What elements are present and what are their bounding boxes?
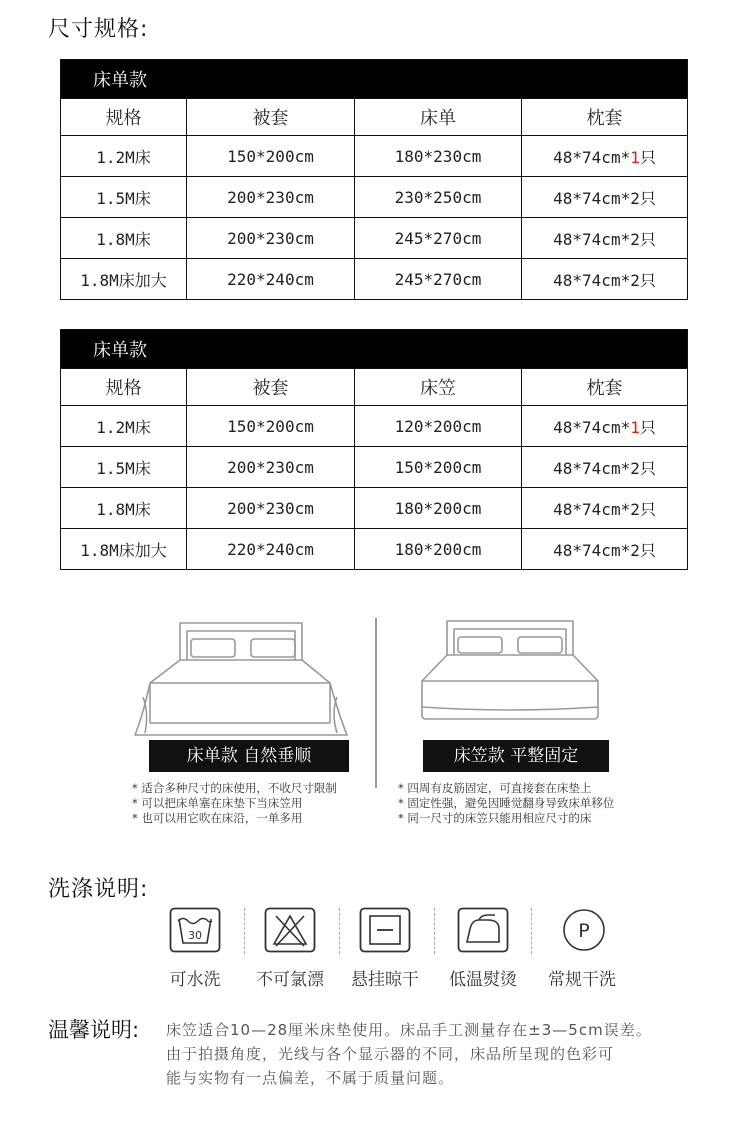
header-sheet: 床单	[355, 99, 522, 136]
pillow-count: 2	[630, 270, 640, 290]
cell-sheet: 245*270cm	[355, 259, 522, 300]
cell-size: 1.2M床	[61, 136, 187, 177]
table-row	[61, 529, 688, 570]
table-row	[61, 218, 688, 259]
tips-title: 温馨说明:	[48, 1018, 140, 1042]
cell-duvet: 150*200cm	[187, 406, 355, 447]
table-row	[61, 406, 688, 447]
cell-size: 1.8M床	[61, 488, 187, 529]
note-line: * 适合多种尺寸的床使用，不收尺寸限制	[132, 781, 337, 795]
note-line: * 也可以用它吹在床沿，一单多用	[132, 811, 303, 825]
note-line: * 四周有皮筋固定，可直接套在床垫上	[398, 781, 592, 795]
fitted-sheet-notes	[398, 781, 614, 826]
cell-sheet: 180*200cm	[355, 488, 522, 529]
flat-sheet-notes	[132, 781, 337, 826]
dry-clean-icon	[552, 903, 616, 957]
low-iron-icon	[451, 903, 515, 957]
table-row	[61, 447, 688, 488]
cell-size: 1.8M床加大	[61, 259, 187, 300]
table-caption: 床单款	[61, 60, 688, 99]
tips-line: 床笠适合10—28厘米床垫使用。床品手工测量存在±3—5cm误差。	[166, 1021, 652, 1039]
cell-size: 1.8M床加大	[61, 529, 187, 570]
pillow-count: 2	[630, 540, 640, 560]
pillow-count: 1	[630, 147, 640, 167]
note-line: * 可以把床单塞在床垫下当床笠用	[132, 796, 303, 810]
spec-title: 尺寸规格:	[48, 17, 149, 42]
cell-sheet: 245*270cm	[355, 218, 522, 259]
header-pillow: 枕套	[522, 99, 688, 136]
pillow-count: 2	[630, 229, 640, 249]
spec-table-1	[60, 59, 688, 300]
dry-clean-letter: P	[578, 920, 590, 942]
cell-duvet: 200*230cm	[187, 447, 355, 488]
flat-sheet-bed-illustration	[125, 615, 365, 745]
wash-label: 可水洗	[169, 970, 221, 990]
cell-pillow: 48*74cm*2只	[522, 447, 688, 488]
cell-size: 1.5M床	[61, 177, 187, 218]
dry-clean-label: 常规干洗	[548, 970, 616, 990]
no-bleach-icon	[258, 903, 322, 957]
cell-sheet: 230*250cm	[355, 177, 522, 218]
cell-sheet: 180*200cm	[355, 529, 522, 570]
icon-separator	[244, 908, 245, 954]
header-duvet: 被套	[187, 369, 355, 406]
cell-duvet: 200*230cm	[187, 218, 355, 259]
table-row	[61, 136, 688, 177]
cell-pillow: 48*74cm*2只	[522, 177, 688, 218]
cell-sheet: 180*230cm	[355, 136, 522, 177]
header-fitted-sheet: 床笠	[355, 369, 522, 406]
table-row	[61, 488, 688, 529]
header-pillow: 枕套	[522, 369, 688, 406]
cell-duvet: 220*240cm	[187, 529, 355, 570]
low-iron-label: 低温熨烫	[449, 970, 517, 990]
wash-title: 洗涤说明:	[48, 877, 149, 902]
note-line: * 固定性强，避免因睡觉翻身导致床单移位	[398, 796, 615, 810]
table-row	[61, 177, 688, 218]
fitted-sheet-bed-illustration	[410, 615, 610, 725]
spec-table-2	[60, 329, 688, 570]
hang-dry-label: 悬挂晾干	[351, 970, 419, 990]
tips-body	[166, 1018, 726, 1090]
wash-30-icon	[163, 903, 227, 957]
cell-size: 1.5M床	[61, 447, 187, 488]
no-bleach-label: 不可氯漂	[256, 970, 324, 990]
pillow-count: 2	[630, 188, 640, 208]
cell-pillow: 48*74cm*1只	[522, 136, 688, 177]
fitted-sheet-tag: 床笠款 平整固定	[423, 740, 609, 772]
divider-line	[375, 618, 377, 788]
cell-size: 1.2M床	[61, 406, 187, 447]
header-duvet: 被套	[187, 99, 355, 136]
wash-temp: 30	[188, 929, 202, 942]
pillow-count: 2	[630, 458, 640, 478]
cell-sheet: 120*200cm	[355, 406, 522, 447]
flat-sheet-tag: 床单款 自然垂顺	[149, 740, 349, 772]
cell-pillow: 48*74cm*1只	[522, 406, 688, 447]
table-caption: 床单款	[61, 330, 688, 369]
cell-pillow: 48*74cm*2只	[522, 259, 688, 300]
cell-duvet: 150*200cm	[187, 136, 355, 177]
header-size: 规格	[61, 369, 187, 406]
tips-line: 由于拍摄角度，光线与各个显示器的不同，床品所呈现的色彩可	[166, 1045, 615, 1063]
cell-pillow: 48*74cm*2只	[522, 488, 688, 529]
hang-dry-icon	[353, 903, 417, 957]
cell-duvet: 200*230cm	[187, 488, 355, 529]
cell-duvet: 220*240cm	[187, 259, 355, 300]
pillow-count: 1	[630, 417, 640, 437]
cell-pillow: 48*74cm*2只	[522, 218, 688, 259]
cell-duvet: 200*230cm	[187, 177, 355, 218]
cell-sheet: 150*200cm	[355, 447, 522, 488]
icon-separator	[339, 908, 340, 954]
table-row	[61, 259, 688, 300]
icon-separator	[531, 908, 532, 954]
pillow-count: 2	[630, 499, 640, 519]
header-size: 规格	[61, 99, 187, 136]
tips-line: 能与实物有一点偏差，不属于质量问题。	[166, 1069, 455, 1087]
cell-pillow: 48*74cm*2只	[522, 529, 688, 570]
icon-separator	[434, 908, 435, 954]
note-line: * 同一尺寸的床笠只能用相应尺寸的床	[398, 811, 592, 825]
cell-size: 1.8M床	[61, 218, 187, 259]
